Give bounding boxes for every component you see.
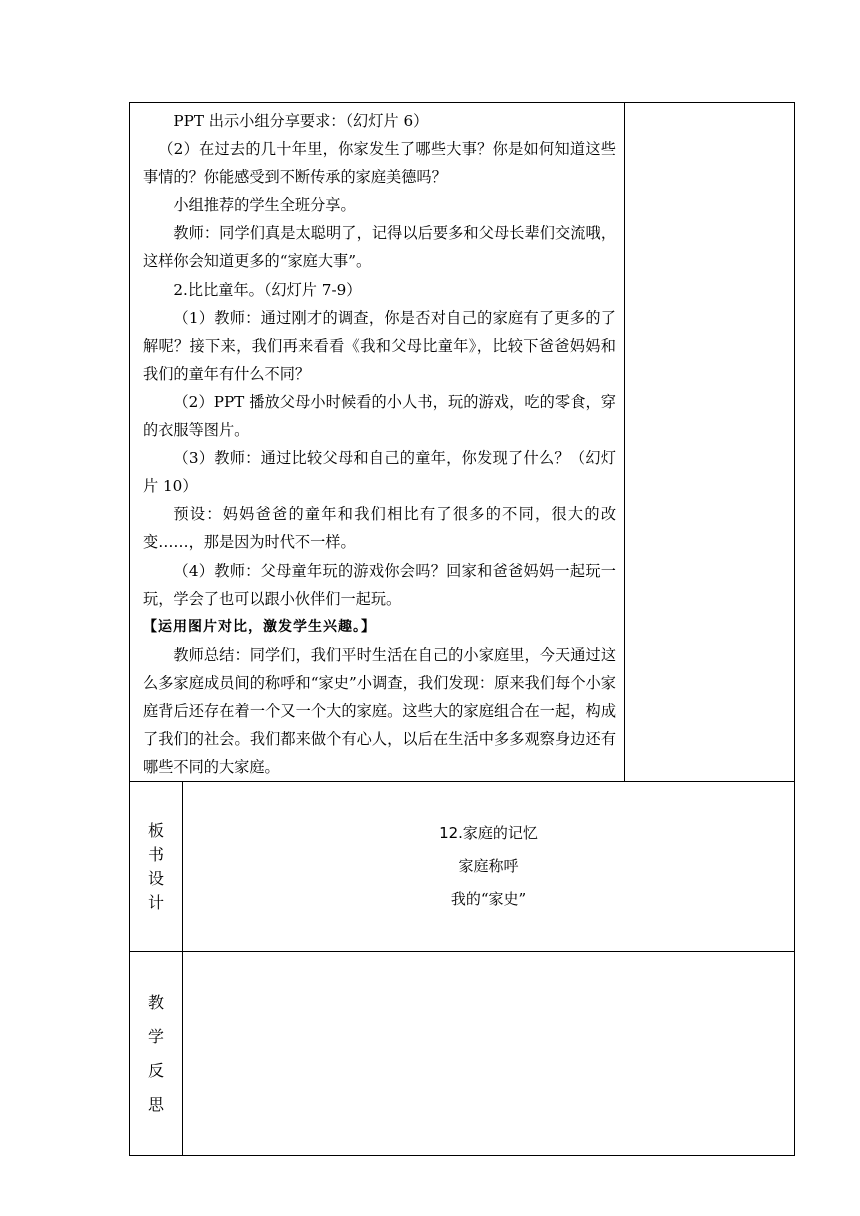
paragraph: PPT 出示小组分享要求：（幻灯片 6） [173,112,429,130]
label-char: 设 [147,868,164,888]
paragraph: （1）教师：通过刚才的调查，你是否对自己的家庭有了更多的了解呢？接下来，我们再来看看《我和父母比童年》，比较下爸爸妈妈和我们的童年有什么不同？ [143,308,616,383]
lesson-plan-table [129,102,795,1156]
label-char: 教 [147,992,164,1012]
board-design-row [130,782,795,952]
label-char: 板 [147,820,164,840]
board-line: 我的“家史” [450,890,527,909]
paragraph: 2.比比童年。（幻灯片 7-9） [173,280,362,299]
label-char: 学 [147,1026,164,1046]
teaching-process-row [130,103,795,782]
board-title: 12.家庭的记忆 [439,824,538,843]
paragraph: 教师总结：同学们，我们平时生活在自己的小家庭里，今天通过这么多家庭成员间的称呼和“家史”小调查，我们发现：原来我们每个小家庭背后还存在着一个又一个大的家庭。这些大的家庭组合在一起，构成了我们的社会。我们都来做个有心人，以后在生活中多多观察身边还有哪些不同的大家庭。 [143,645,616,777]
reflection-row [130,952,795,1156]
paragraph: （3）教师：通过比较父母和自己的童年，你发现了什么？（幻灯片 10） [143,449,616,496]
paragraph: （4）教师：父母童年玩的游戏你会吗？回家和爸爸妈妈一起玩一玩，学会了也可以跟小伙伴们一起玩。 [143,561,616,608]
board-design-label [130,782,183,952]
label-char: 书 [147,844,164,864]
label-char: 计 [147,892,164,912]
teaching-process-text [130,103,624,781]
teaching-process-cell [130,103,625,782]
board-design-content [183,782,795,952]
reflection-label [130,952,183,1156]
label-char: 反 [147,1060,164,1080]
paragraph: 教师：同学们真是太聪明了，记得以后要多和父母长辈们交流哦，这样你会知道更多的“家庭大事”。 [143,224,616,271]
board-line: 家庭称呼 [458,857,519,876]
paragraph: （2）PPT 播放父母小时候看的小人书，玩的游戏，吃的零食，穿的衣服等图片。 [143,392,616,440]
paragraph: 预设：妈妈爸爸的童年和我们相比有了很多的不同，很大的改变……，那是因为时代不一样。 [143,505,616,552]
paragraph: （2）在过去的几十年里，你家发生了哪些大事？你是如何知道这些事情的？你能感受到不断传承的家庭美德吗？ [143,140,616,187]
label-char: 思 [147,1094,164,1114]
reflection-content [183,952,795,1156]
design-note: 【运用图片对比，激发学生兴趣。】 [143,618,376,635]
notes-cell [625,103,795,782]
paragraph: 小组推荐的学生全班分享。 [173,196,356,215]
